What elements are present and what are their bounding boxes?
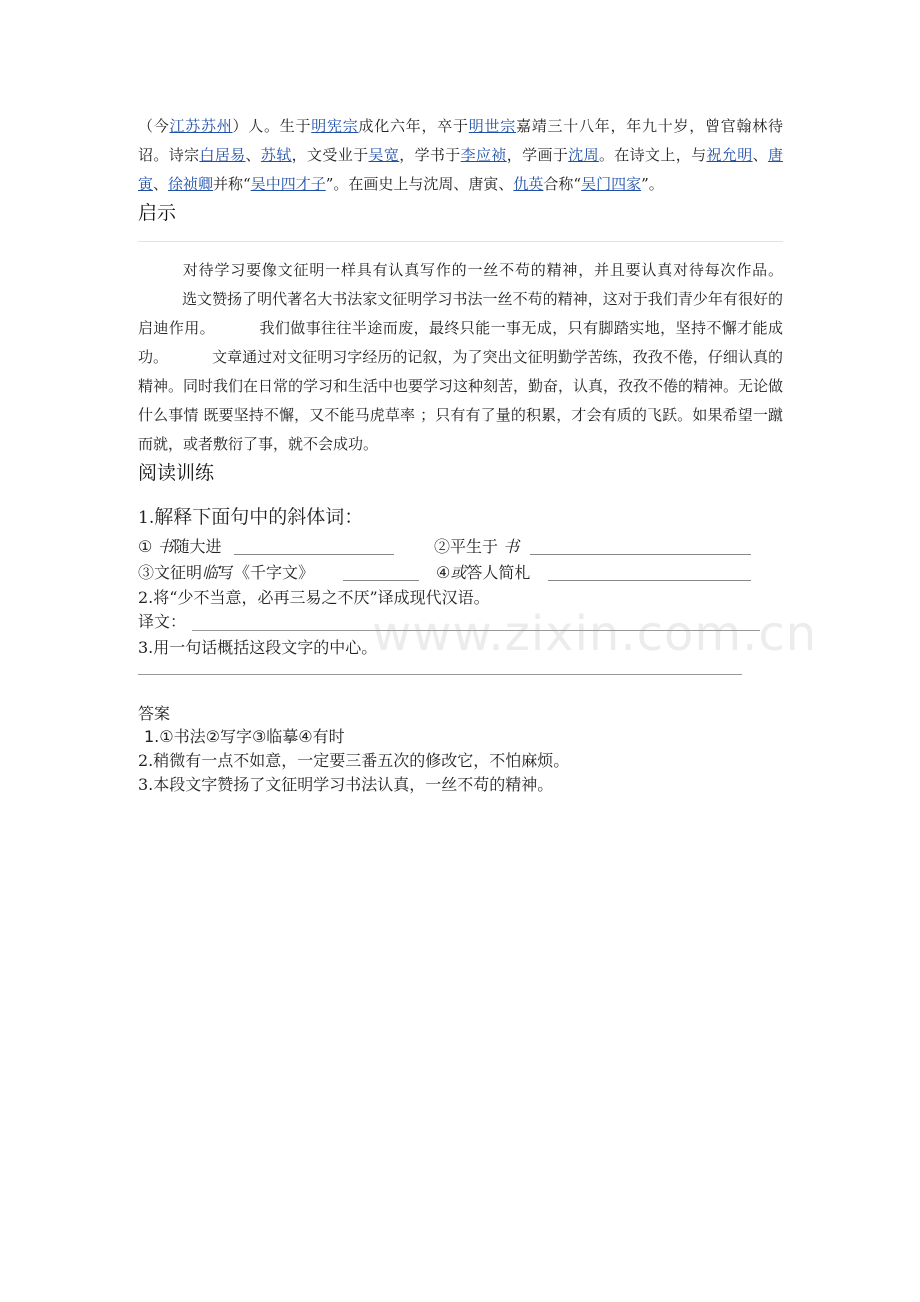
question-number: 1. xyxy=(138,508,155,528)
link-jiangsu-suzhou[interactable]: 江苏苏州 xyxy=(169,117,233,135)
item-text: 写《千字文》 xyxy=(218,563,315,582)
answers-heading: 答案 xyxy=(138,704,171,723)
item-marker: ② xyxy=(434,537,451,556)
item-4 xyxy=(436,561,530,584)
italic-word: 或 xyxy=(450,563,467,582)
bio-text: ）人。生于 xyxy=(232,117,312,135)
translation-label: 译文： xyxy=(138,612,187,631)
question-3: 3.用一句话概括这段文字的中心。 xyxy=(138,638,378,657)
question-1-row-b xyxy=(138,561,783,584)
bio-text: ，学画于 xyxy=(506,146,569,164)
bio-text: 、 xyxy=(153,175,169,193)
inspiration-sentence: 文章通过对文征明习字经历的记叙，为了突出文征明勤学苦练，孜孜不倦，仔细认真的精神。同时我们在日常的学习和生活中也要学习这种刻苦，勤奋，认真，孜孜不倦的精神。无论做什么事情 既要坚持不懈，又不能马虎草率 ；只有有了量的积累，才会有质的飞跃。如果希望一蹴而就，或者敷衍了事，就不会成功。 xyxy=(138,348,784,453)
answer-2: 2.稍微有一点不如意，一定要三番五次的修改它，不怕麻烦。 xyxy=(138,751,570,770)
item-marker: ④ xyxy=(436,563,451,582)
question-1 xyxy=(138,503,783,532)
question-1-row-a xyxy=(138,535,783,558)
item-text: 随大进 xyxy=(173,537,222,556)
question-text: 解释下面句中的斜体词： xyxy=(154,506,364,528)
answer-blank-3[interactable] xyxy=(343,580,419,581)
question-2: 2.将“少不当意，必再三易之不厌”译成现代汉语。 xyxy=(138,588,490,607)
answer-3: 3.本段文字赞扬了文征明学习书法认真，一丝不苟的精神。 xyxy=(138,775,554,794)
bio-text: ”。在画史上与沈周、唐寅、 xyxy=(325,175,514,193)
bio-text: ，文受业于 xyxy=(291,146,369,164)
inspiration-sentence: 选文赞扬了明代著名大书法家文征明学习书法一丝不苟的精神，这对于我们青少年有很好的启迪作用。 xyxy=(138,290,783,337)
item-1 xyxy=(138,535,221,558)
item-2 xyxy=(434,535,519,558)
section-divider xyxy=(138,241,783,242)
reading-training-heading: 阅读训练 xyxy=(138,462,215,484)
item-text: 答人简札 xyxy=(466,563,531,582)
link-wumen-four-masters[interactable]: 吴门四家 xyxy=(581,175,642,193)
link-ming-xianzong[interactable]: 明宪宗 xyxy=(311,117,359,135)
link-xu-zhenqing[interactable]: 徐祯卿 xyxy=(168,175,214,193)
item-text: 平生于 xyxy=(450,537,499,556)
bio-text: 并称“ xyxy=(213,175,251,193)
italic-word: 书 xyxy=(157,537,174,556)
inspiration-heading: 启示 xyxy=(138,202,177,224)
link-bai-juyi[interactable]: 白居易 xyxy=(199,146,246,164)
answer-blank-4[interactable] xyxy=(548,580,751,581)
italic-word: 书 xyxy=(503,537,520,556)
link-ming-shizong[interactable]: 明世宗 xyxy=(468,117,516,135)
translation-blank[interactable] xyxy=(192,630,760,631)
bio-text: 成化六年，卒于 xyxy=(358,117,469,135)
biography-paragraph xyxy=(138,112,783,199)
inspiration-paragraph xyxy=(138,256,783,459)
item-marker: ① xyxy=(138,537,153,556)
link-zhu-yunming[interactable]: 祝允明 xyxy=(706,146,753,164)
bio-text: 嘉靖三十八年，年九十岁，曾官翰林待诏。诗宗 xyxy=(138,117,783,164)
translation-row xyxy=(138,610,783,634)
link-wu-kuan[interactable]: 吴宽 xyxy=(368,146,400,164)
italic-word: 临 xyxy=(202,563,219,582)
inspiration-sentence: 对待学习要像文征明一样具有认真写作的一丝不苟的精神，并且要认真对待每次作品。 xyxy=(182,261,783,279)
bio-text: 合称“ xyxy=(543,175,582,193)
inspiration-sentence: 我们做事往往半途而废，最终只能一事无成，只有脚踏实地，坚持不懈才能成功。 xyxy=(138,319,783,366)
answer-blank-2[interactable] xyxy=(530,554,751,555)
link-qiu-ying[interactable]: 仇英 xyxy=(513,175,544,193)
document-page xyxy=(138,112,783,797)
answer-1: 1.①书法②写字③临摹④有时 xyxy=(144,727,345,746)
bio-text: 、 xyxy=(245,146,261,164)
item-marker: ③ xyxy=(138,563,155,582)
summary-blank[interactable] xyxy=(138,674,742,675)
link-wuzhong-four-talents[interactable]: 吴中四才子 xyxy=(250,175,326,193)
bio-text: ，学书于 xyxy=(399,146,461,164)
link-su-shi[interactable]: 苏轼 xyxy=(260,146,292,164)
item-3 xyxy=(138,561,314,584)
bio-text: 。在诗文上，与 xyxy=(598,146,707,164)
item-text: 文征明 xyxy=(154,563,203,582)
link-tang-yin[interactable]: 唐寅 xyxy=(138,146,783,193)
answer-blank-1[interactable] xyxy=(234,554,394,555)
bio-text: ”。 xyxy=(641,175,664,193)
watermark: www.zixin.com.cn xyxy=(372,606,818,662)
link-shen-zhou[interactable]: 沈周 xyxy=(568,146,599,164)
link-li-yingzhen[interactable]: 李应祯 xyxy=(460,146,507,164)
bio-text: （今 xyxy=(138,117,170,135)
bio-text: 、 xyxy=(752,146,768,164)
